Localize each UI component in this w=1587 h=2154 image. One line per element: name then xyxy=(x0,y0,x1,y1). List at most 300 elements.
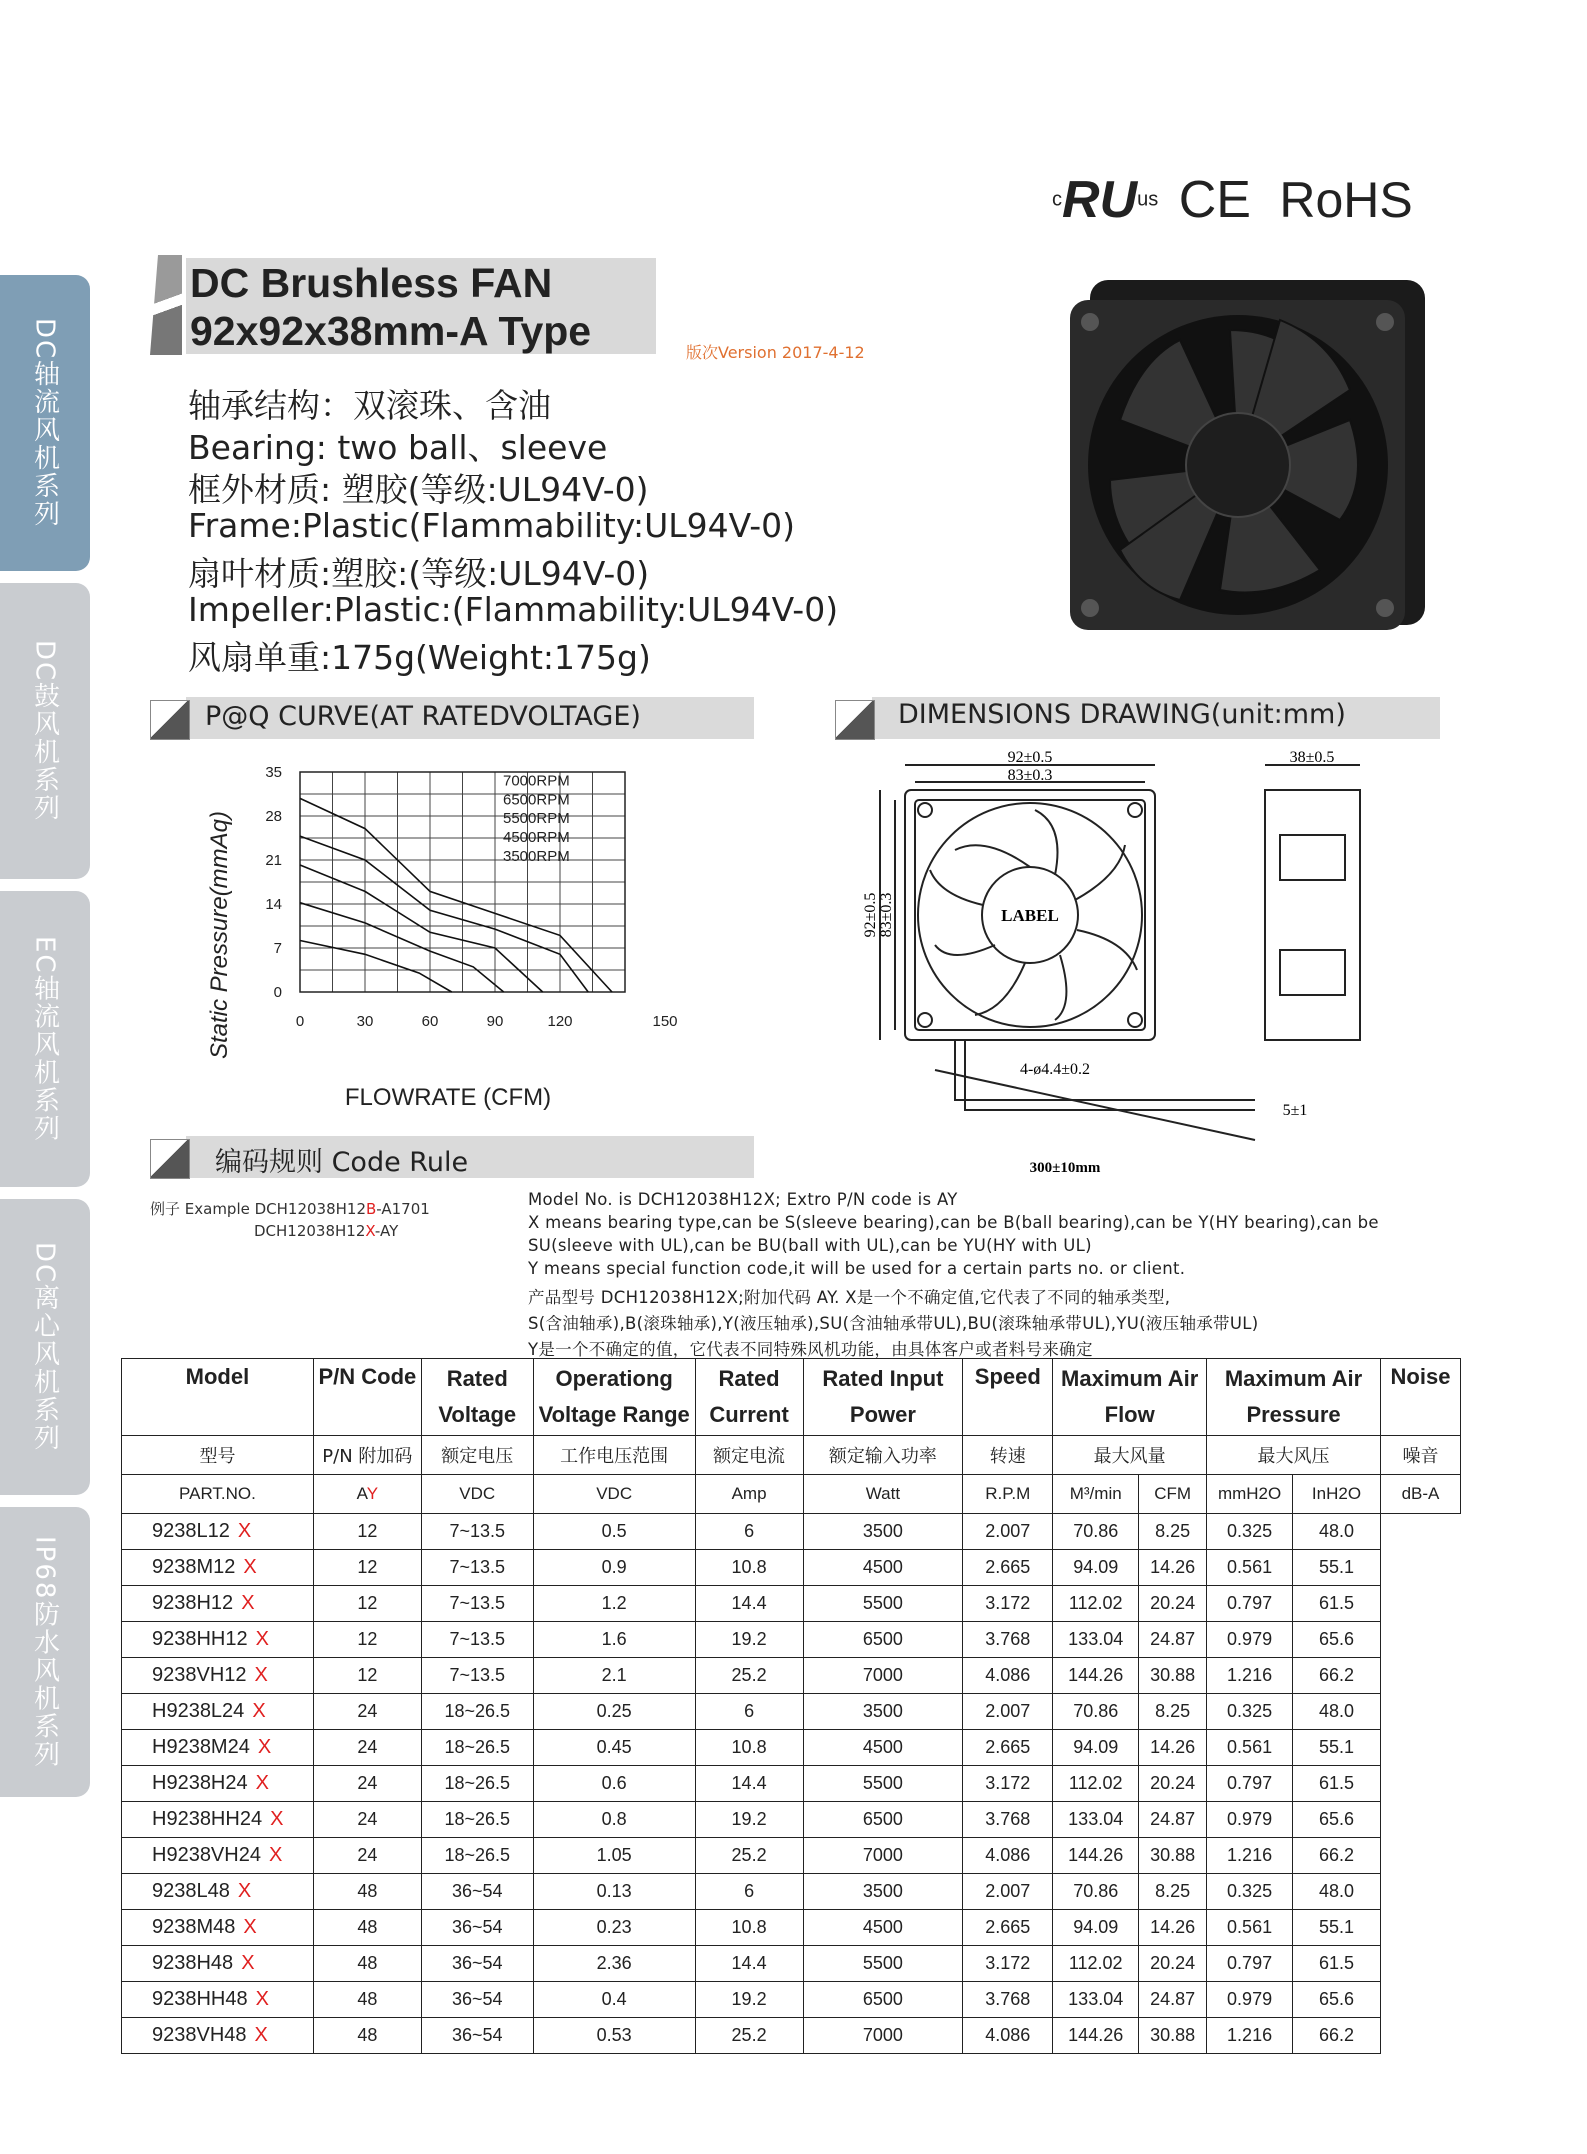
model-cell xyxy=(122,1946,314,1982)
table-cell: 1.05 xyxy=(533,1838,695,1874)
col-noise-cn: 噪音 xyxy=(1380,1436,1460,1475)
table-cell: 12 xyxy=(313,1622,421,1658)
table-cell: 2.007 xyxy=(963,1874,1053,1910)
unit-vdc: VDC xyxy=(421,1475,533,1514)
table-cell: 7000 xyxy=(803,1658,963,1694)
table-cell: 0.13 xyxy=(533,1874,695,1910)
table-cell: 48 xyxy=(313,1874,421,1910)
table-cell: 14.4 xyxy=(695,1766,803,1802)
unit-part-no: PART.NO. xyxy=(122,1475,314,1514)
table-cell: 6 xyxy=(695,1514,803,1550)
unit-vdc-range: VDC xyxy=(533,1475,695,1514)
model-cell xyxy=(122,1694,314,1730)
table-cell: 2.665 xyxy=(963,1910,1053,1946)
table-cell: 0.979 xyxy=(1207,1982,1293,2018)
table-cell: 112.02 xyxy=(1053,1946,1139,1982)
table-row xyxy=(122,1658,1461,1694)
model-cell xyxy=(122,1586,314,1622)
table-cell: 2.007 xyxy=(963,1514,1053,1550)
col-rated-current-cn: 额定电流 xyxy=(695,1436,803,1475)
chart-series-label: 3500RPM xyxy=(503,847,570,865)
table-cell: 10.8 xyxy=(695,1730,803,1766)
spec-table xyxy=(121,1358,1461,2054)
table-cell: 48.0 xyxy=(1293,1874,1381,1910)
col-air-pressure-cn: 最大风压 xyxy=(1207,1436,1381,1475)
table-row xyxy=(122,1514,1461,1550)
table-cell: 4.086 xyxy=(963,1838,1053,1874)
chart-y-tick: 0 xyxy=(273,984,282,1001)
table-cell: 7000 xyxy=(803,2018,963,2054)
table-cell: 3500 xyxy=(803,1874,963,1910)
col-rated-voltage: Rated Voltage xyxy=(421,1359,533,1436)
product-subtitle: 92x92x38mm-A Type xyxy=(190,308,592,354)
table-cell: 55.1 xyxy=(1293,1730,1381,1766)
table-cell: 112.02 xyxy=(1053,1766,1139,1802)
dim-section-title: DIMENSIONS DRAWING(unit:mm) xyxy=(898,699,1346,730)
table-cell: 24 xyxy=(313,1694,421,1730)
certification-logos: cRUus CE RoHS xyxy=(1052,171,1413,229)
table-cell: 18~26.5 xyxy=(421,1838,533,1874)
side-tab-label: IP68防水风机系列 xyxy=(29,1535,60,1769)
table-cell: 36~54 xyxy=(421,1982,533,2018)
table-cell: 24.87 xyxy=(1139,1622,1207,1658)
table-cell: 12 xyxy=(313,1586,421,1622)
table-cell: 0.797 xyxy=(1207,1586,1293,1622)
model-suffix: X xyxy=(268,1844,283,1866)
version-label: 版次Version 2017-4-12 xyxy=(686,343,865,362)
model-cell xyxy=(122,1514,314,1550)
table-cell: 25.2 xyxy=(695,1658,803,1694)
table-cell: 66.2 xyxy=(1293,1658,1381,1694)
table-cell: 133.04 xyxy=(1053,1622,1139,1658)
model-suffix: X xyxy=(270,1808,284,1830)
side-tab-dc-centrifugal[interactable] xyxy=(0,1199,90,1495)
model-number: 9238VH12 xyxy=(152,1664,247,1686)
table-row xyxy=(122,1874,1461,1910)
table-cell: 8.25 xyxy=(1139,1514,1207,1550)
unit-mmh2o: mmH2O xyxy=(1207,1475,1293,1514)
table-row xyxy=(122,1730,1461,1766)
table-cell: 65.6 xyxy=(1293,1982,1381,2018)
section-icon xyxy=(150,700,190,740)
title-accent xyxy=(150,255,182,355)
table-cell: 94.09 xyxy=(1053,1730,1139,1766)
code-x-line-2: SU(sleeve with UL),can be BU(ball with UL),can be YU(HY with UL) xyxy=(528,1236,1092,1255)
model-cell xyxy=(122,1550,314,1586)
code-example-2 xyxy=(254,1222,398,1240)
table-cell: 112.02 xyxy=(1053,1586,1139,1622)
chart-series-label: 7000RPM xyxy=(503,772,570,790)
code-cn-line-1: 产品型号 DCH12038H12X;附加代码 AY. X是一个不确定值,它代表了不同的轴承类型, xyxy=(528,1288,1171,1307)
model-cell xyxy=(122,1730,314,1766)
table-cell: 36~54 xyxy=(421,2018,533,2054)
example2-x: X xyxy=(365,1222,375,1240)
model-suffix: X xyxy=(237,1520,252,1542)
side-tab-ec-axial[interactable] xyxy=(0,891,90,1187)
table-cell: 8.25 xyxy=(1139,1874,1207,1910)
table-cell: 1.216 xyxy=(1207,2018,1293,2054)
col-speed-cn: 转速 xyxy=(963,1436,1053,1475)
table-cell: 48.0 xyxy=(1293,1694,1381,1730)
table-cell: 12 xyxy=(313,1550,421,1586)
table-cell: 48 xyxy=(313,1982,421,2018)
fan-label-text: LABEL xyxy=(1001,906,1059,925)
chart-x-tick: 120 xyxy=(547,1013,573,1030)
table-row xyxy=(122,1838,1461,1874)
table-cell: 3500 xyxy=(803,1514,963,1550)
table-row xyxy=(122,1946,1461,1982)
table-cell: 18~26.5 xyxy=(421,1694,533,1730)
pn-code-cell xyxy=(313,1475,421,1514)
model-suffix: X xyxy=(237,1880,252,1902)
unit-inh2o: InH2O xyxy=(1293,1475,1381,1514)
table-cell: 20.24 xyxy=(1139,1946,1207,1982)
chart-y-tick: 14 xyxy=(265,896,282,913)
table-cell: 3.172 xyxy=(963,1586,1053,1622)
side-tab-label: DC鼓风机系列 xyxy=(29,639,60,823)
spec-frame-en: Frame:Plastic(Flammability:UL94V-0) xyxy=(188,506,796,545)
table-cell: 3.172 xyxy=(963,1946,1053,1982)
table-cell: 144.26 xyxy=(1053,1838,1139,1874)
table-cell: 0.797 xyxy=(1207,1766,1293,1802)
dimension-drawing xyxy=(855,740,1375,1180)
col-input-power: Rated Input Power xyxy=(803,1359,963,1436)
table-cell: 2.007 xyxy=(963,1694,1053,1730)
dim-width-outer: 92±0.5 xyxy=(1007,749,1053,766)
table-cell: 30.88 xyxy=(1139,2018,1207,2054)
table-row xyxy=(122,1622,1461,1658)
model-number: H9238M24 xyxy=(152,1736,250,1758)
table-cell: 4500 xyxy=(803,1730,963,1766)
spec-weight: 风扇单重:175g(Weight:175g) xyxy=(188,638,651,677)
table-row xyxy=(122,1694,1461,1730)
table-cell: 55.1 xyxy=(1293,1550,1381,1586)
model-number: 9238M12 xyxy=(152,1556,236,1578)
table-cell: 18~26.5 xyxy=(421,1730,533,1766)
dim-width-inner: 83±0.3 xyxy=(1007,767,1053,784)
chart-series-label: 6500RPM xyxy=(503,791,570,809)
code-cn-line-3: Y是一个不确定的值，它代表不同特殊风机功能，由具体客户或者料号来确定 xyxy=(528,1340,1093,1359)
example-label: 例子 Example DCH12038H12 xyxy=(150,1200,366,1218)
table-cell: 0.979 xyxy=(1207,1802,1293,1838)
table-cell: 18~26.5 xyxy=(421,1766,533,1802)
col-voltage-range-cn: 工作电压范围 xyxy=(533,1436,695,1475)
table-cell: 0.4 xyxy=(533,1982,695,2018)
model-cell xyxy=(122,1766,314,1802)
unit-dba: dB-A xyxy=(1380,1475,1460,1514)
model-number: 9238HH12 xyxy=(152,1628,248,1650)
section-icon xyxy=(150,1139,190,1179)
table-cell: 3.172 xyxy=(963,1766,1053,1802)
spec-bearing-cn: 轴承结构：双滚珠、含油 xyxy=(188,386,551,425)
model-cell xyxy=(122,1622,314,1658)
chart-y-tick: 35 xyxy=(265,764,282,781)
table-cell: 14.4 xyxy=(695,1586,803,1622)
table-cell: 70.86 xyxy=(1053,1514,1139,1550)
model-suffix: X xyxy=(243,1916,257,1938)
table-cell: 25.2 xyxy=(695,1838,803,1874)
table-cell: 4.086 xyxy=(963,1658,1053,1694)
table-cell: 3.768 xyxy=(963,1622,1053,1658)
col-model: Model xyxy=(122,1359,314,1436)
table-cell: 14.26 xyxy=(1139,1910,1207,1946)
chart-y-tick: 7 xyxy=(273,940,282,957)
model-number: H9238VH24 xyxy=(152,1844,261,1866)
table-cell: 7000 xyxy=(803,1838,963,1874)
chart-x-tick: 90 xyxy=(486,1013,504,1030)
col-rated-voltage-cn: 额定电压 xyxy=(421,1436,533,1475)
model-cell xyxy=(122,1658,314,1694)
model-number: 9238L48 xyxy=(152,1880,230,1902)
table-cell: 36~54 xyxy=(421,1874,533,1910)
side-tab-ip68[interactable] xyxy=(0,1507,90,1797)
table-row xyxy=(122,1802,1461,1838)
table-row xyxy=(122,1766,1461,1802)
dim-height-inner: 83±0.3 xyxy=(878,892,895,938)
table-cell: 133.04 xyxy=(1053,1982,1139,2018)
table-cell: 0.325 xyxy=(1207,1874,1293,1910)
model-cell xyxy=(122,1982,314,2018)
table-cell: 24 xyxy=(313,1838,421,1874)
ul-logo: c xyxy=(1052,188,1062,211)
model-suffix: X xyxy=(255,1628,269,1650)
table-cell: 6 xyxy=(695,1694,803,1730)
side-tab-dc-axial[interactable] xyxy=(0,275,90,571)
table-cell: 18~26.5 xyxy=(421,1802,533,1838)
table-row xyxy=(122,1910,1461,1946)
table-cell: 30.88 xyxy=(1139,1838,1207,1874)
table-cell: 70.86 xyxy=(1053,1874,1139,1910)
chart-y-tick: 28 xyxy=(265,808,282,825)
model-number: 9238H12 xyxy=(152,1592,234,1614)
table-cell: 10.8 xyxy=(695,1550,803,1586)
table-cell: 24 xyxy=(313,1766,421,1802)
table-cell: 12 xyxy=(313,1658,421,1694)
table-cell: 65.6 xyxy=(1293,1622,1381,1658)
table-cell: 30.88 xyxy=(1139,1658,1207,1694)
table-cell: 0.561 xyxy=(1207,1910,1293,1946)
table-cell: 0.561 xyxy=(1207,1550,1293,1586)
code-model-line: Model No. is DCH12038H12X; Extro P/N code is AY xyxy=(528,1190,958,1209)
table-cell: 0.53 xyxy=(533,2018,695,2054)
table-cell: 6 xyxy=(695,1874,803,1910)
dim-height-outer: 92±0.5 xyxy=(862,892,879,938)
chart-x-tick: 0 xyxy=(295,1013,305,1030)
model-suffix: X xyxy=(241,1592,255,1614)
table-cell: 0.325 xyxy=(1207,1694,1293,1730)
model-suffix: X xyxy=(252,1700,266,1722)
table-cell: 12 xyxy=(313,1514,421,1550)
table-cell: 144.26 xyxy=(1053,2018,1139,2054)
table-row xyxy=(122,1982,1461,2018)
table-cell: 61.5 xyxy=(1293,1946,1381,1982)
table-cell: 7~13.5 xyxy=(421,1550,533,1586)
example2-tail: -AY xyxy=(374,1222,399,1240)
table-cell: 2.665 xyxy=(963,1550,1053,1586)
table-cell: 0.45 xyxy=(533,1730,695,1766)
table-cell: 19.2 xyxy=(695,1802,803,1838)
table-cell: 48 xyxy=(313,2018,421,2054)
side-tab-dc-blower[interactable] xyxy=(0,583,90,879)
table-cell: 133.04 xyxy=(1053,1802,1139,1838)
table-cell: 36~54 xyxy=(421,1910,533,1946)
model-suffix: X xyxy=(254,1664,268,1686)
chart-x-tick: 30 xyxy=(356,1013,374,1030)
spec-bearing-en: Bearing: two ball、sleeve xyxy=(188,428,608,467)
code-section-title: 编码规则 Code Rule xyxy=(215,1147,469,1178)
table-row xyxy=(122,1586,1461,1622)
table-cell: 65.6 xyxy=(1293,1802,1381,1838)
col-pn-code: P/N Code xyxy=(313,1359,421,1436)
pn-code-value: AY xyxy=(356,1484,379,1503)
table-cell: 61.5 xyxy=(1293,1766,1381,1802)
table-cell: 1.216 xyxy=(1207,1658,1293,1694)
col-model-cn: 型号 xyxy=(122,1436,314,1475)
table-cell: 55.1 xyxy=(1293,1910,1381,1946)
table-cell: 24.87 xyxy=(1139,1982,1207,2018)
col-air-flow: Maximum Air Flow xyxy=(1053,1359,1207,1436)
table-cell: 24.87 xyxy=(1139,1802,1207,1838)
fan-photo xyxy=(1060,270,1430,640)
unit-rpm: R.P.M xyxy=(963,1475,1053,1514)
spec-impeller-cn: 扇叶材质:塑胶:(等级:UL94V-0) xyxy=(188,554,650,593)
unit-cfm: CFM xyxy=(1139,1475,1207,1514)
table-cell: 14.4 xyxy=(695,1946,803,1982)
table-cell: 36~54 xyxy=(421,1946,533,1982)
table-cell: 1.6 xyxy=(533,1622,695,1658)
code-example xyxy=(150,1198,430,1219)
table-cell: 2.36 xyxy=(533,1946,695,1982)
table-cell: 19.2 xyxy=(695,1622,803,1658)
chart-y-label: Static Pressure(mmAq) xyxy=(206,810,233,1060)
table-cell: 94.09 xyxy=(1053,1910,1139,1946)
table-cell: 14.26 xyxy=(1139,1550,1207,1586)
chart-y-tick: 21 xyxy=(265,852,282,869)
pq-chart xyxy=(195,760,678,1120)
table-cell: 61.5 xyxy=(1293,1586,1381,1622)
side-tab-label: EC轴流风机系列 xyxy=(29,935,60,1143)
product-title: DC Brushless FAN xyxy=(190,260,553,306)
model-number: 9238M48 xyxy=(152,1916,236,1938)
table-cell: 20.24 xyxy=(1139,1766,1207,1802)
model-number: H9238HH24 xyxy=(152,1808,263,1830)
dim-holes: 4-ø4.4±0.2 xyxy=(1019,1061,1091,1078)
table-cell: 5500 xyxy=(803,1946,963,1982)
table-cell: 7~13.5 xyxy=(421,1658,533,1694)
model-suffix: X xyxy=(255,1772,269,1794)
ul-mark: RU xyxy=(1062,171,1138,229)
example-tail: -A1701 xyxy=(376,1200,430,1218)
table-cell: 3500 xyxy=(803,1694,963,1730)
chart-series-line xyxy=(300,798,612,992)
table-cell: 5500 xyxy=(803,1586,963,1622)
col-air-pressure: Maximum Air Pressure xyxy=(1207,1359,1381,1436)
spec-impeller-en: Impeller:Plastic:(Flammability:UL94V-0) xyxy=(188,590,839,629)
table-cell: 14.26 xyxy=(1139,1730,1207,1766)
side-tab-label: DC轴流风机系列 xyxy=(29,317,60,529)
model-suffix: X xyxy=(254,2024,268,2046)
model-cell xyxy=(122,1910,314,1946)
col-speed: Speed xyxy=(963,1359,1053,1436)
table-cell: 66.2 xyxy=(1293,2018,1381,2054)
col-pn-code-cn: P/N 附加码 xyxy=(313,1436,421,1475)
table-cell: 48 xyxy=(313,1910,421,1946)
model-number: H9238L24 xyxy=(152,1700,245,1722)
table-cell: 4500 xyxy=(803,1910,963,1946)
table-cell: 70.86 xyxy=(1053,1694,1139,1730)
table-cell: 7~13.5 xyxy=(421,1514,533,1550)
unit-watt: Watt xyxy=(803,1475,963,1514)
table-cell: 6500 xyxy=(803,1802,963,1838)
table-cell: 8.25 xyxy=(1139,1694,1207,1730)
table-cell: 6500 xyxy=(803,1982,963,2018)
table-cell: 144.26 xyxy=(1053,1658,1139,1694)
table-cell: 10.8 xyxy=(695,1910,803,1946)
table-cell: 3.768 xyxy=(963,1802,1053,1838)
model-suffix: X xyxy=(257,1736,272,1758)
table-cell: 20.24 xyxy=(1139,1586,1207,1622)
chart-series-label: 4500RPM xyxy=(503,829,570,846)
model-number: 9238VH48 xyxy=(152,2024,247,2046)
chart-x-label: FLOWRATE (CFM) xyxy=(344,1084,552,1111)
table-cell: 0.9 xyxy=(533,1550,695,1586)
example2-base: DCH12038H12 xyxy=(254,1222,366,1240)
table-cell: 48.0 xyxy=(1293,1514,1381,1550)
table-cell: 24 xyxy=(313,1802,421,1838)
ce-logo: CE xyxy=(1178,171,1251,229)
table-cell: 0.8 xyxy=(533,1802,695,1838)
chart-x-tick: 150 xyxy=(652,1013,678,1030)
chart-x-tick: 60 xyxy=(421,1013,439,1030)
model-suffix: X xyxy=(243,1556,257,1578)
table-cell: 1.2 xyxy=(533,1586,695,1622)
table-row xyxy=(122,2018,1461,2054)
dim-depth: 38±0.5 xyxy=(1289,749,1335,766)
model-number: 9238H48 xyxy=(152,1952,234,1974)
example-b: B xyxy=(366,1200,377,1218)
col-voltage-range: Operationg Voltage Range xyxy=(533,1359,695,1436)
chart-series-label: 5500RPM xyxy=(503,810,570,828)
col-input-power-cn: 额定输入功率 xyxy=(803,1436,963,1475)
model-number: H9238H24 xyxy=(152,1772,248,1794)
table-cell: 66.2 xyxy=(1293,1838,1381,1874)
pq-section-title: P@Q CURVE(AT RATEDVOLTAGE) xyxy=(205,701,641,732)
code-y-line: Y means special function code,it will be used for a certain parts no. or client. xyxy=(528,1259,1186,1278)
table-cell: 94.09 xyxy=(1053,1550,1139,1586)
model-cell xyxy=(122,1802,314,1838)
table-cell: 4.086 xyxy=(963,2018,1053,2054)
table-cell: 0.797 xyxy=(1207,1946,1293,1982)
model-suffix: X xyxy=(241,1952,255,1974)
table-cell: 5500 xyxy=(803,1766,963,1802)
model-cell xyxy=(122,1874,314,1910)
table-cell: 25.2 xyxy=(695,2018,803,2054)
table-cell: 19.2 xyxy=(695,1982,803,2018)
model-cell xyxy=(122,1838,314,1874)
section-icon xyxy=(835,700,875,740)
table-cell: 24 xyxy=(313,1730,421,1766)
table-cell: 2.665 xyxy=(963,1730,1053,1766)
table-cell: 0.6 xyxy=(533,1766,695,1802)
unit-m3min: M³/min xyxy=(1053,1475,1139,1514)
col-noise: Noise xyxy=(1380,1359,1460,1436)
spec-frame-cn: 框外材质: 塑胶(等级:UL94V-0) xyxy=(188,470,649,509)
col-air-flow-cn: 最大风量 xyxy=(1053,1436,1207,1475)
table-cell: 0.325 xyxy=(1207,1514,1293,1550)
model-number: 9238HH48 xyxy=(152,1988,248,2010)
table-cell: 6500 xyxy=(803,1622,963,1658)
unit-amp: Amp xyxy=(695,1475,803,1514)
